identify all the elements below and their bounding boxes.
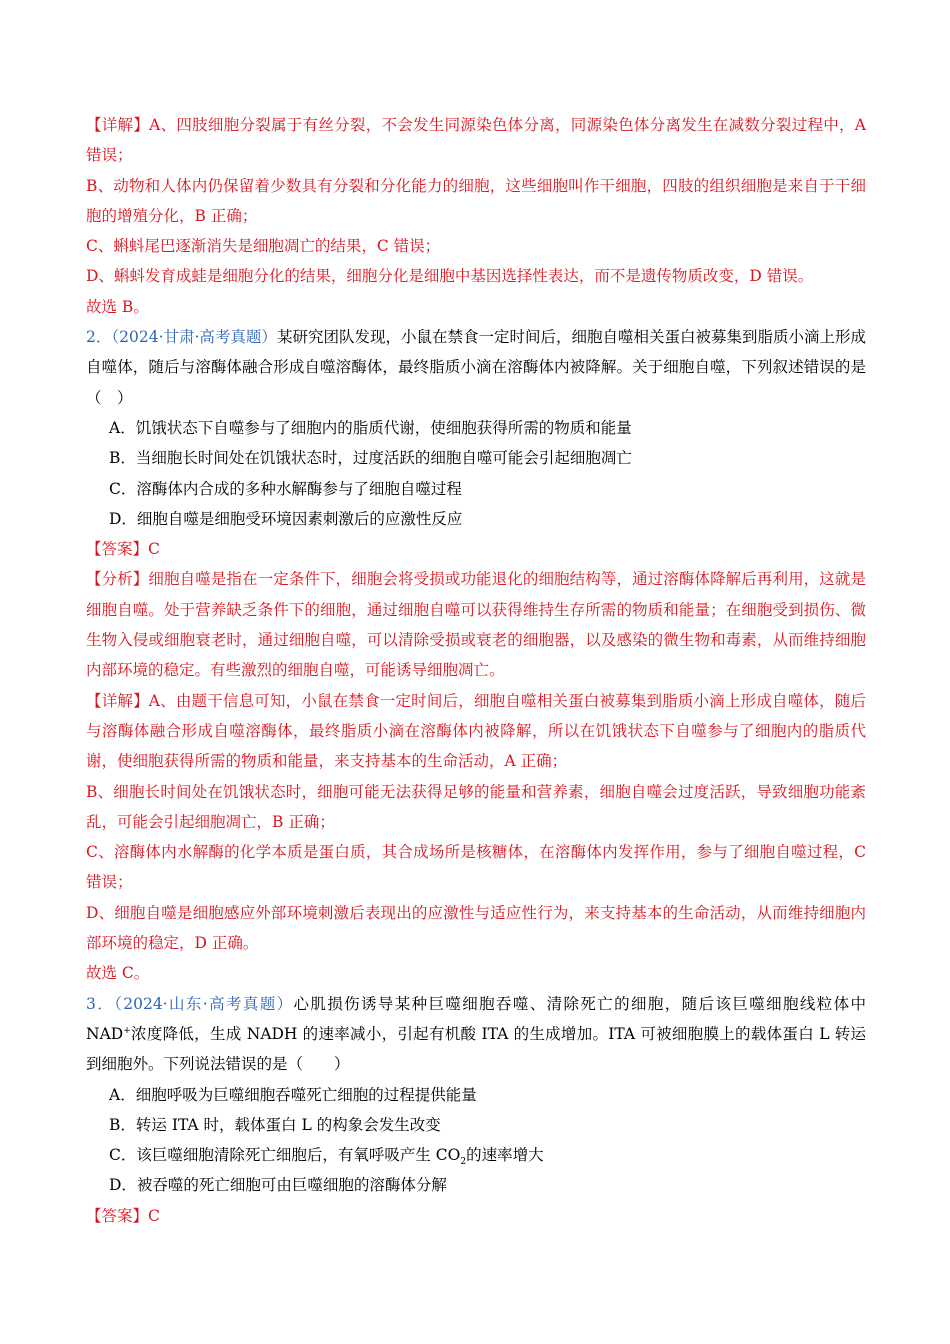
question-3-stem <box>86 989 866 1080</box>
prev-conclusion: 故选 B。 <box>86 297 149 316</box>
prev-detail-a: 【详解】A、四肢细胞分裂属于有丝分裂，不会发生同源染色体分离，同源染色体分离发生在减数分裂过程中，A 错误； <box>86 116 866 165</box>
question-2-option-b: B．当细胞长时间处在饥饿状态时，过度活跃的细胞自噬可能会引起细胞凋亡 <box>109 449 632 468</box>
question-2-analysis: 【分析】细胞自噬是指在一定条件下，细胞会将受损或功能退化的细胞结构等，通过溶酶体降解后再利用，这就是细胞自噬。处于营养缺乏条件下的细胞，通过细胞自噬可以获得维持生存所需的物质和能量；在细胞受到损伤、微生物入侵或细胞衰老时，通过细胞自噬，可以清除受损或衰老的细胞器，以及感染的微生物和毒素，从而维持细胞内部环境的稳定。有些激烈的细胞自噬，可能诱导细胞凋亡。 <box>86 570 866 680</box>
question-3-option-d: D．被吞噬的死亡细胞可由巨噬细胞的溶酶体分解 <box>109 1176 447 1195</box>
question-3-option-a: A．细胞呼吸为巨噬细胞吞噬死亡细胞的过程提供能量 <box>109 1085 477 1104</box>
question-3-superscript: + <box>123 1025 131 1036</box>
question-2-conclusion: 故选 C。 <box>86 964 150 983</box>
question-2-text: 某研究团队发现，小鼠在禁食一定时间后，细胞自噬相关蛋白被募集到脂质小滴上形成自噬体，随后与溶酶体融合形成自噬溶酶体，最终脂质小滴在溶酶体内被降解。关于细胞自噬，下列叙述错误的是（ ） <box>86 328 866 407</box>
question-3-text-2: 浓度降低，生成 NADH 的速率减小，引起有机酸 ITA 的生成增加。ITA 可被细胞膜上的载体蛋白 L 转运到细胞外。下列说法错误的是（ ） <box>86 1024 866 1074</box>
question-3-answer: 【答案】C <box>86 1206 160 1225</box>
question-3-option-c-text-1: C．该巨噬细胞清除死亡细胞后，有氧呼吸产生 CO <box>109 1146 461 1165</box>
prev-detail-b: B、动物和人体内仍保留着少数具有分裂和分化能力的细胞，这些细胞叫作干细胞，四肢的组织细胞是来自于干细胞的增殖分化，B 正确； <box>86 176 866 225</box>
question-3-option-b: B．转运 ITA 时，载体蛋白 L 的构象会发生改变 <box>109 1115 441 1134</box>
question-2-detail-a: 【详解】A、由题干信息可知，小鼠在禁食一定时间后，细胞自噬相关蛋白被募集到脂质小滴上形成自噬体，随后与溶酶体融合形成自噬溶酶体，最终脂质小滴在溶酶体内被降解，所以在饥饿状态下自噬参与了细胞内的脂质代谢，使细胞获得所需的物质和能量，来支持基本的生命活动，A 正确； <box>86 691 866 771</box>
question-3-text-1: 心肌损伤诱导某种巨噬细胞吞噬、清除死亡的细胞，随后该巨噬细胞线粒体中 NAD <box>86 994 866 1043</box>
question-2-detail-b: B、细胞长时间处在饥饿状态时，细胞可能无法获得足够的能量和营养素，细胞自噬会过度活跃，导致细胞功能紊乱，可能会引起细胞凋亡，B 正确； <box>86 782 866 831</box>
prev-detail-d: D、蝌蚪发育成蛙是细胞分化的结果，细胞分化是细胞中基因选择性表达，而不是遗传物质改变，D 错误。 <box>86 267 814 286</box>
question-2-detail-d: D、细胞自噬是细胞感应外部环境刺激后表现出的应激性与适应性行为，来支持基本的生命活动，从而维持细胞内部环境的稳定，D 正确。 <box>86 903 866 953</box>
question-2-option-d: D．细胞自噬是细胞受环境因素刺激后的应激性反应 <box>109 509 463 528</box>
question-2-stem <box>86 322 866 413</box>
question-2-option-a: A．饥饿状态下自噬参与了细胞内的脂质代谢，使细胞获得所需的物质和能量 <box>109 418 632 437</box>
question-3-option-c-text-2: 的速率增大 <box>466 1146 544 1165</box>
question-3-source: （2024·山东·高考真题） <box>114 994 294 1013</box>
prev-detail-c: C、蝌蚪尾巴逐渐消失是细胞凋亡的结果，C 错误； <box>86 237 441 256</box>
question-2-answer: 【答案】C <box>86 540 160 559</box>
question-2-option-c: C．溶酶体内合成的多种水解酶参与了细胞自噬过程 <box>109 479 462 498</box>
question-3-option-c-subscript: 2 <box>460 1157 467 1168</box>
question-2-source: （2024·甘肃·高考真题） <box>111 328 277 347</box>
question-2-detail-c: C、溶酶体内水解酶的化学本质是蛋白质，其合成场所是核糖体，在溶酶体内发挥作用，参与了细胞自噬过程，C 错误； <box>86 843 866 892</box>
question-2-number: 2． <box>86 328 112 347</box>
document-body <box>86 110 866 1231</box>
question-3-number: 3． <box>86 994 115 1013</box>
question-3-option-c <box>86 1140 866 1170</box>
